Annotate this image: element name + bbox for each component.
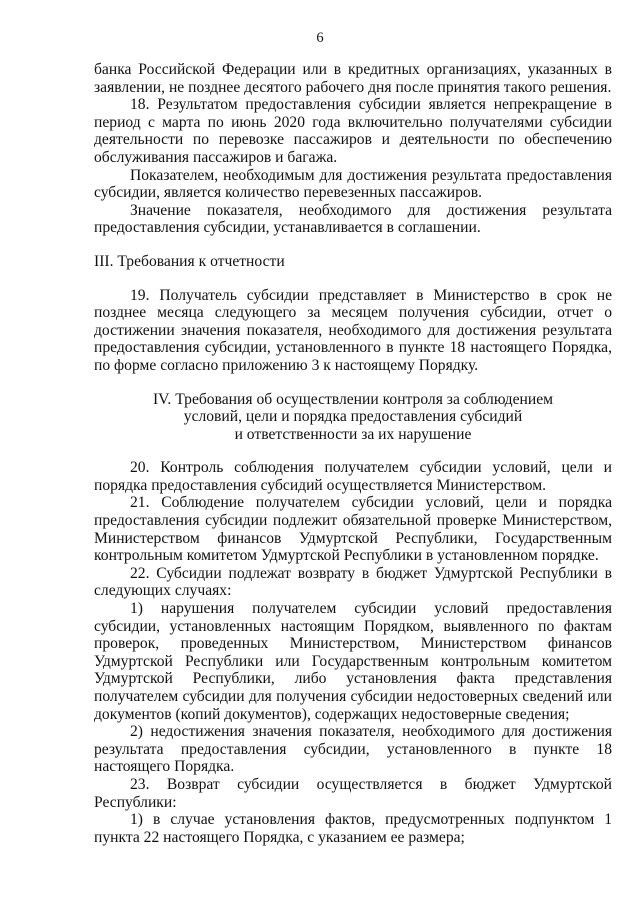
page-number: 6 [316, 30, 324, 46]
paragraph-continuation: банка Российской Федерации или в кредитных организациях, указанных в заявлении, не позднее десятого рабочего дня после принятия такого решения. [94, 61, 612, 96]
paragraph-19: 19. Получатель субсидии представляет в Министерство в срок не позднее месяца следующего за месяцем получения субсидии, отчет о достижении значения показателя, необходимого для достижения результата предоставления субсидии, установленного в пункте 18 настоящего Порядка, по форме согласно приложению 3 к настоящему Порядку. [94, 286, 612, 374]
paragraph-indicator: Показателем, необходимым для достижения результата предоставления субсидии, является количество перевезенных пассажиров. [94, 166, 612, 202]
paragraph-23: 23. Возврат субсидии осуществляется в бюджет Удмуртской Республики: [94, 775, 612, 811]
paragraph-22: 22. Субсидии подлежат возврату в бюджет Удмуртской Республики в следующих случаях: [94, 564, 612, 600]
paragraph-22-item-1: 1) нарушения получателем субсидии условий предоставления субсидии, установленных настоящим Порядком, выявленного по фактам проверок, проведенных Министерством, Министерством финансов Удмуртской Республики или Государственным контрольным комитетом Удмуртской Республики, либо установления факта представления получателем субсидии для получения субсидии недостоверных сведений или документов (копий документов), содержащих недостоверные сведения; [94, 600, 612, 723]
section-4-heading-line-2: условий, цели и порядка предоставления субсидий [183, 408, 523, 426]
section-4-heading-line-1: IV. Требования об осуществлении контроля за соблюдением [152, 390, 554, 408]
paragraph-indicator-value: Значение показателя, необходимого для достижения результата предоставления субсидии, устанавливается в соглашении. [94, 201, 612, 237]
paragraph-23-item-1: 1) в случае установления фактов, предусмотренных подпунктом 1 пункта 22 настоящего Порядка, с указанием ее размера; [94, 811, 612, 846]
section-4-heading [94, 391, 612, 444]
section-4-heading-line-3: и ответственности за их нарушение [234, 425, 472, 443]
paragraph-22-item-2: 2) недостижения значения показателя, необходимого для достижения результата предоставления субсидии, установленного в пункте 18 настоящего Порядка. [94, 723, 612, 776]
paragraph-18: 18. Результатом предоставления субсидии является непрекращение в период с марта по июнь 2020 года включительно получателями субсидии деятельности по перевозке пассажиров и деятельности по обеспечению обслуживания пассажиров и багажа. [94, 96, 612, 166]
paragraph-20: 20. Контроль соблюдения получателем субсидии условий, цели и порядка предоставления субсидий осуществляется Министерством. [94, 459, 612, 494]
section-3-heading: III. Требования к отчетности [94, 252, 285, 270]
document-body [94, 61, 612, 846]
paragraph-21: 21. Соблюдение получателем субсидии условий, цели и порядка предоставления субсидии подлежит обязательной проверке Министерством, Министерством финансов Удмуртской Республики, Государственным контрольным комитетом Удмуртской Республики в установленном порядке. [94, 494, 612, 565]
